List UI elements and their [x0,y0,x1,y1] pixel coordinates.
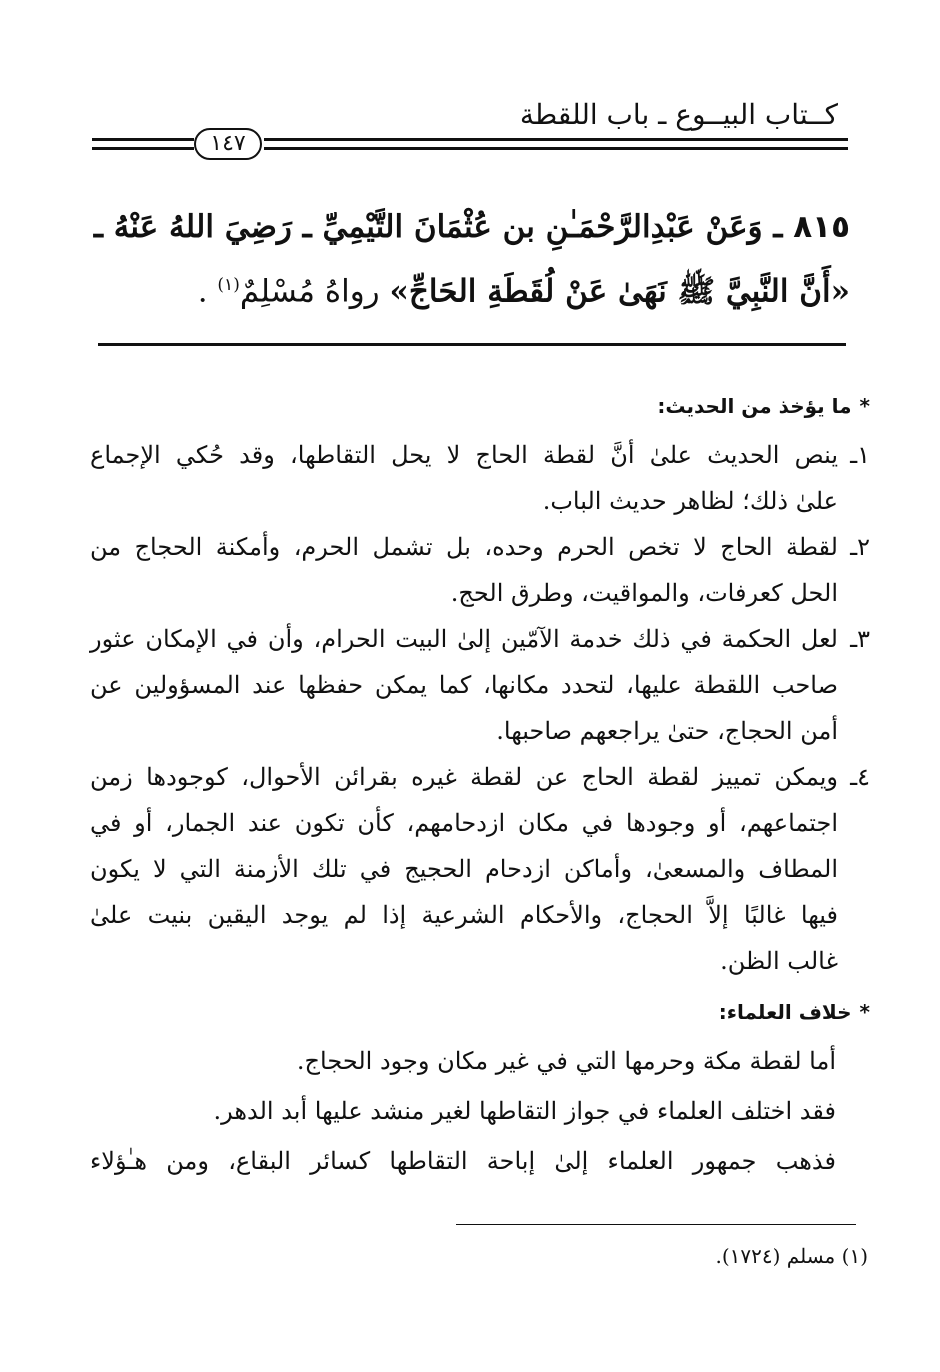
lesson-line: لعل الحكمة في ذلك خدمة الآمّين إلىٰ البيت الحرام، وأن في الإمكان عثور [90,625,838,653]
lesson-line: غالب الظن. [720,947,838,975]
footnote-text: مسلم (١٧٢٤). [715,1244,836,1268]
lesson-line: صاحب اللقطة عليها، لتحدد مكانها، كما يمكن حفظها عند المسؤولين عن [90,671,838,699]
khilaf-line: أما لقطة مكة وحرمها التي في غير مكان وجود الحجاج. [296,1047,836,1075]
section-heading-text: ما يؤخذ من الحديث: [657,394,852,418]
lesson-line: أمن الحجاج، حتىٰ يراجعهم صاحبها. [496,717,838,745]
page-number: ١٤٧ [194,128,262,160]
section-star-icon: * [859,1000,870,1024]
section-heading-lessons [657,394,870,418]
footnote-marker: (١) [841,1244,868,1268]
lesson-line: لقطة الحاج لا تخص الحرم وحده، بل تشمل الحرم، وأمكنة الحجاج من [90,533,838,561]
section-star-icon: * [859,394,870,418]
hadith-end-mark: . [197,273,218,310]
footnote [715,1244,868,1268]
hadith-footnote-ref: (١) [217,275,240,295]
hadith-line-2 [90,256,850,320]
lesson-line: ينص الحديث علىٰ أنَّ لقطة الحاج لا يحل التقاطها، وقد حُكي الإجماع [90,441,838,469]
lesson-line: المطاف والمسعىٰ، وأماكن ازدحام الحجيج في تلك الأزمنة التي لا يكون [90,855,838,883]
khilaf-line: فذهب جمهور العلماء إلىٰ إباحة التقاطها كسائر البقاع، ومن هـٰؤلاء [90,1147,836,1175]
khilaf-line: فقد اختلف العلماء في جواز التقاطها لغير منشد عليها أبد الدهر. [213,1097,836,1125]
lesson-line: الحل كعرفات، والمواقيت، وطرق الحج. [450,579,838,607]
footnote-rule [456,1224,856,1225]
lesson-item [90,754,870,984]
header-double-rule-left [92,138,194,150]
lesson-number: ١ـ [850,441,870,469]
hadith-source: رواهُ مُسْلِمٌ [239,273,390,310]
header-rule [92,128,848,162]
khilaf-text [90,1036,836,1186]
lesson-item [90,616,870,754]
header-double-rule-right [264,138,848,150]
lesson-number: ٢ـ [850,533,870,561]
hadith-matn: «أَنَّ النَّبِيَّ ﷺ نَهَىٰ عَنْ لُقَطَةِ الحَاجِّ» [389,273,850,310]
lesson-number: ٣ـ [850,625,870,653]
lesson-item [90,524,870,616]
lesson-line: اجتماعهم، أو وجودها في مكان ازدحامهم، كأن تكون عند الجمار، أو في [90,809,838,837]
lesson-number: ٤ـ [850,763,870,791]
lesson-line: ويمكن تمييز لقطة الحاج عن لقطة غيره بقرائن الأحوال، كوجودها زمن [90,763,838,791]
running-header-title: كــتاب البيــوع ـ باب اللقطة [519,98,838,131]
hadith-separator [98,343,846,346]
section-heading-text: خلاف العلماء: [718,1000,852,1024]
lesson-line: علىٰ ذلك؛ لظاهر حديث الباب. [542,487,838,515]
hadith-number: ٨١٥ [793,209,850,245]
hadith-line-1 [90,198,850,256]
hadith-text [90,198,850,320]
lessons-list [90,432,870,984]
section-heading-khilaf [719,1000,870,1024]
lesson-item [90,432,870,524]
hadith-narrator: ـ وَعَنْ عَبْدِالرَّحْمَـٰنِ بن عُثْمَانَ التَّيْمِيِّ ـ رَضِيَ اللهُ عَنْهُ ـ [93,209,783,245]
lesson-line: فيها غالبًا إلاَّ الحجاج، والأحكام الشرعية إذا لم يوجد اليقين بنيت علىٰ [90,901,838,929]
